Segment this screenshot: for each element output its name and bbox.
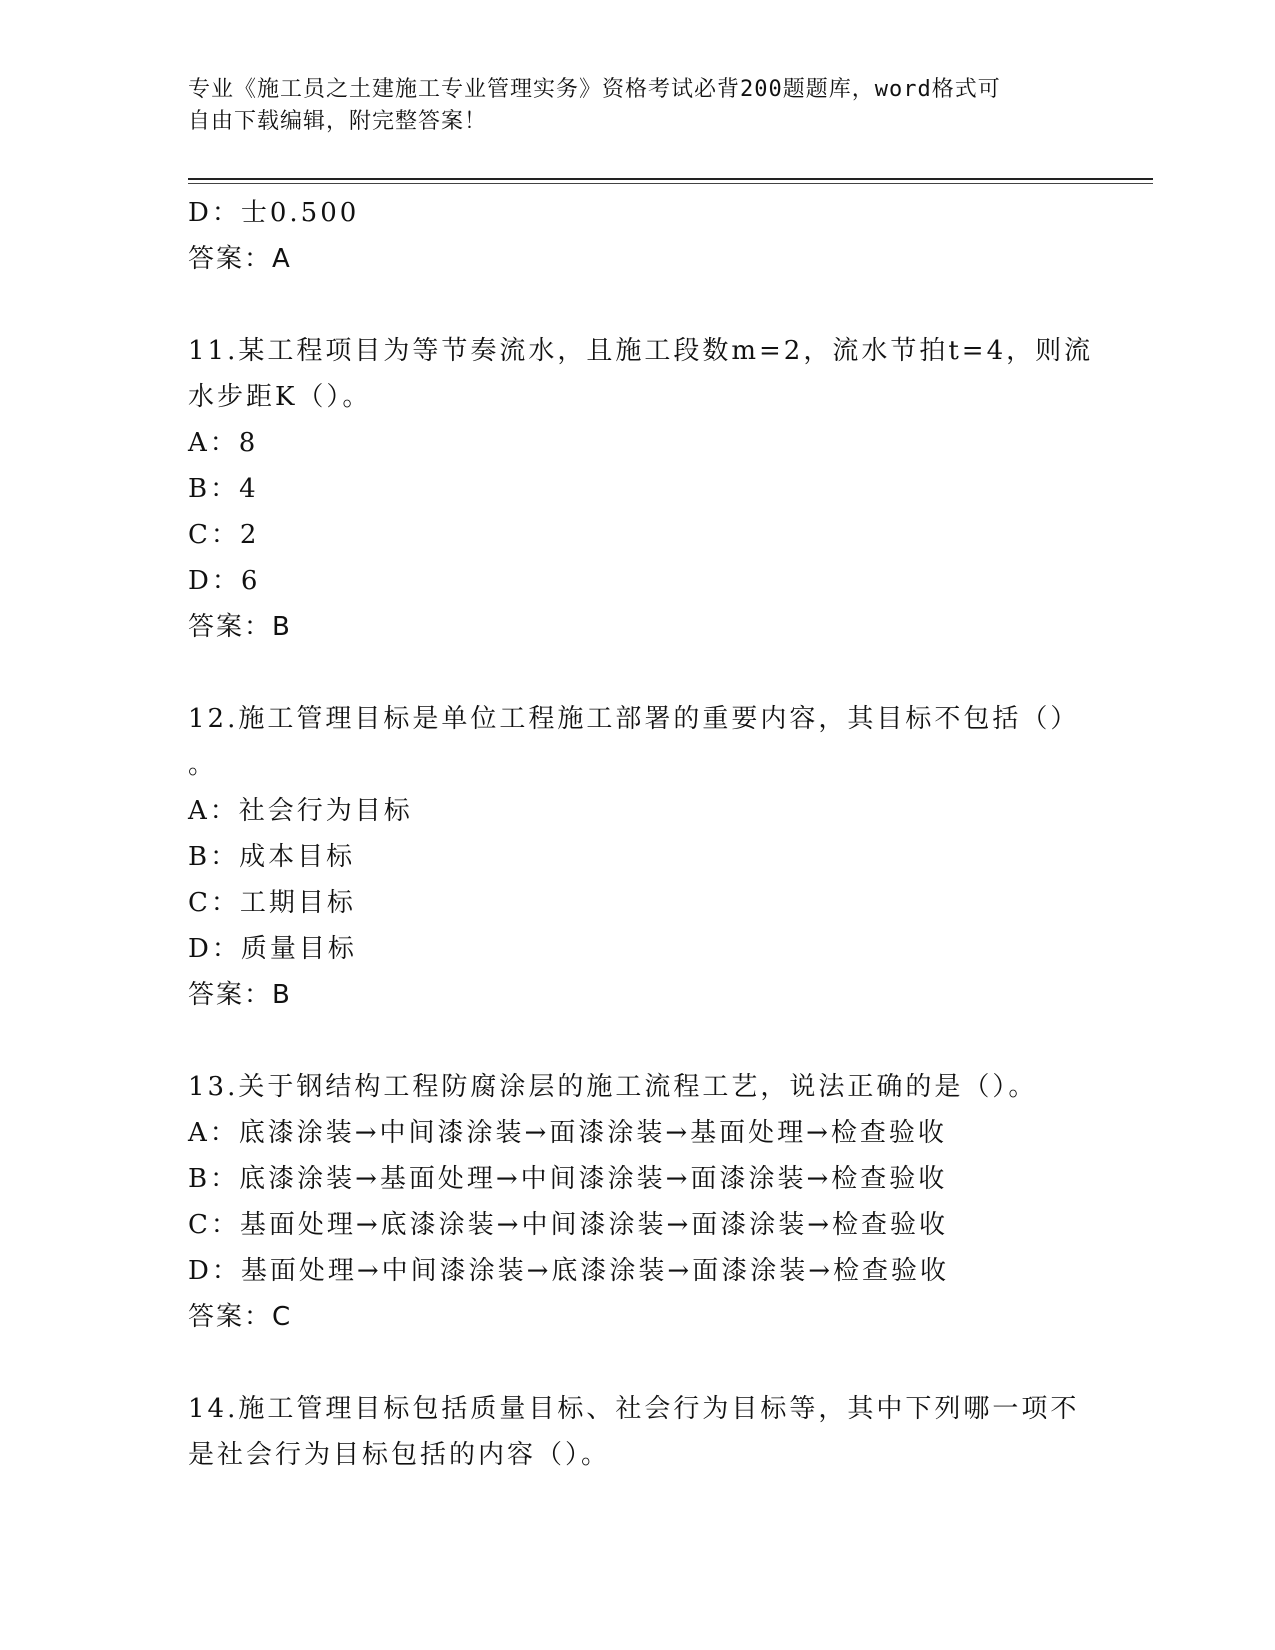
option-c: C：工期目标 bbox=[188, 888, 356, 918]
option-b: B：底漆涂装→基面处理→中间漆涂装→面漆涂装→检查验收 bbox=[188, 1164, 948, 1194]
header-title-line-2: 自由下载编辑，附完整答案！ bbox=[188, 109, 488, 134]
option-a: A：社会行为目标 bbox=[188, 796, 413, 826]
option-c: C：2 bbox=[188, 520, 260, 550]
question-stem-line-1: 14.施工管理目标包括质量目标、社会行为目标等，其中下列哪一项不 bbox=[188, 1394, 1080, 1424]
spacer bbox=[188, 282, 1088, 328]
question-stem-line-1: 12.施工管理目标是单位工程施工部署的重要内容，其目标不包括（） bbox=[188, 704, 1080, 734]
spacer bbox=[188, 1340, 1088, 1386]
answer-line: 答案：C bbox=[188, 1302, 293, 1332]
option-a: A：底漆涂装→中间漆涂装→面漆涂装→基面处理→检查验收 bbox=[188, 1118, 947, 1148]
question-12 bbox=[188, 696, 1088, 1018]
previous-question-fragment bbox=[188, 190, 1088, 282]
option-c: C：基面处理→底漆涂装→中间漆涂装→面漆涂装→检查验收 bbox=[188, 1210, 949, 1240]
question-13 bbox=[188, 1064, 1088, 1340]
question-14 bbox=[188, 1386, 1088, 1478]
option-d: D：士0.500 bbox=[188, 198, 360, 228]
spacer bbox=[188, 650, 1088, 696]
spacer bbox=[188, 1018, 1088, 1064]
option-b: B：4 bbox=[188, 474, 259, 504]
option-d: D：6 bbox=[188, 566, 261, 596]
question-stem-line-2: 。 bbox=[188, 750, 218, 780]
header-divider-thin bbox=[188, 183, 1153, 184]
option-d: D：质量目标 bbox=[188, 934, 357, 964]
question-stem-line-2: 是社会行为目标包括的内容（）。 bbox=[188, 1440, 611, 1470]
header-divider-thick bbox=[188, 178, 1153, 180]
question-stem-line-2: 水步距K（）。 bbox=[188, 382, 372, 412]
option-a: A：8 bbox=[188, 428, 259, 458]
option-b: B：成本目标 bbox=[188, 842, 356, 872]
answer-line: 答案：B bbox=[188, 612, 292, 642]
header-title-line-1: 专业《施工员之土建施工专业管理实务》资格考试必背200题题库，word格式可 bbox=[188, 77, 1001, 102]
question-11 bbox=[188, 328, 1094, 650]
question-stem-line-1: 13.关于钢结构工程防腐涂层的施工流程工艺，说法正确的是（）。 bbox=[188, 1072, 1038, 1102]
page-header bbox=[188, 74, 1068, 138]
question-content bbox=[188, 190, 1094, 1478]
answer-line: 答案：B bbox=[188, 980, 292, 1010]
answer-line: 答案：A bbox=[188, 244, 292, 274]
option-d: D：基面处理→中间漆涂装→底漆涂装→面漆涂装→检查验收 bbox=[188, 1256, 949, 1286]
question-stem-line-1: 11.某工程项目为等节奏流水，且施工段数m=2，流水节拍t=4，则流 bbox=[188, 336, 1094, 366]
